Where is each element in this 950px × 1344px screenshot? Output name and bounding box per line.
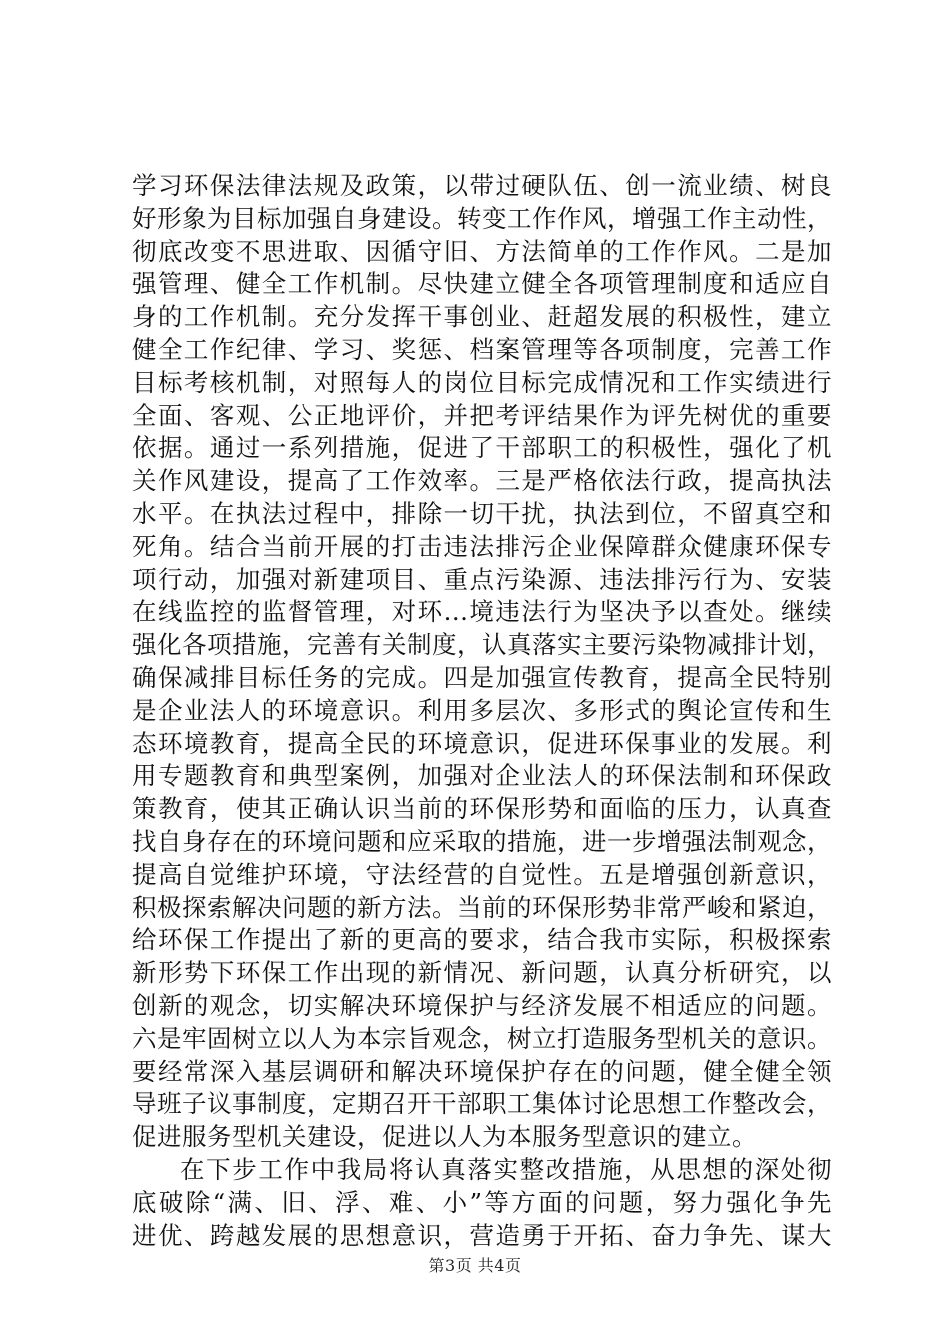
text-line: 项行动，加强对新建项目、重点污染源、违法排污行为、安装 [132,564,832,594]
page-number-footer: 第3页 共4页 [428,1256,522,1275]
text-line: 依据。通过一系列措施，促进了干部职工的积极性，强化了机 [132,433,832,463]
text-line: 要经常深入基层调研和解决环境保护存在的问题，健全健全领 [132,1056,832,1086]
text-line: 强管理、健全工作机制。尽快建立健全各项管理制度和适应自 [132,269,832,299]
text-line: 找自身存在的环境问题和应采取的措施，进一步增强法制观念， [132,826,832,856]
text-line: 强化各项措施，完善有关制度，认真落实主要污染物减排计划， [132,630,832,660]
text-line: 态环境教育，提高全民的环境意识，促进环保事业的发展。利 [132,728,832,758]
text-line: 目标考核机制，对照每人的岗位目标完成情况和工作实绩进行 [132,367,832,397]
text-line: 好形象为目标加强自身建设。转变工作作风，增强工作主动性， [132,203,832,233]
text-line: 底破除“满、旧、浮、难、小”等方面的问题，努力强化争先 [132,1187,832,1217]
text-line: 积极探索解决问题的新方法。当前的环保形势非常严峻和紧迫， [132,892,832,922]
text-line: 确保减排目标任务的完成。四是加强宣传教育，提高全民特别 [132,662,832,692]
text-line: 全面、客观、公正地评价，并把考评结果作为评先树优的重要 [132,400,832,430]
text-line: 六是牢固树立以人为本宗旨观念，树立打造服务型机关的意识。 [132,1023,832,1053]
text-line: 彻底改变不思进取、因循守旧、方法简单的工作作风。二是加 [132,236,832,266]
text-line: 健全工作纪律、学习、奖惩、档案管理等各项制度，完善工作 [132,334,832,364]
text-line: 关作风建设，提高了工作效率。三是严格依法行政，提高执法 [132,466,832,496]
body-text [132,170,832,1252]
text-line: 提高自觉维护环境，守法经营的自觉性。五是增强创新意识， [132,859,832,889]
text-line: 在线监控的监督管理，对环...境违法行为坚决予以查处。继续 [132,597,832,627]
text-line: 创新的观念，切实解决环境保护与经济发展不相适应的问题。 [132,990,832,1020]
paragraph-end-line: 促进服务型机关建设，促进以人为本服务型意识的建立。 [132,1122,757,1152]
text-line: 用专题教育和典型案例，加强对企业法人的环保法制和环保政 [132,761,832,791]
text-line: 身的工作机制。充分发挥干事创业、赶超发展的积极性，建立 [132,302,832,332]
text-line: 死角。结合当前开展的打击违法排污企业保障群众健康环保专 [132,531,832,561]
text-line: 是企业法人的环境意识。利用多层次、多形式的舆论宣传和生 [132,695,832,725]
text-line: 导班子议事制度，定期召开干部职工集体讨论思想工作整改会， [132,1089,832,1119]
text-line: 学习环保法律法规及政策，以带过硬队伍、创一流业绩、树良 [132,171,832,200]
text-line: 水平。在执法过程中，排除一切干扰，执法到位，不留真空和 [132,498,832,528]
text-line: 新形势下环保工作出现的新情况、新问题，认真分析研究，以 [132,958,832,988]
text-line: 策教育，使其正确认识当前的环保形势和面临的压力，认真查 [132,794,832,824]
paragraph-start-line: 在下步工作中我局将认真落实整改措施，从思想的深处彻 [180,1154,832,1184]
text-line: 给环保工作提出了新的更高的要求，结合我市实际，积极探索 [132,925,832,955]
text-line: 进优、跨越发展的思想意识，营造勇于开拓、奋力争先、谋大 [132,1220,832,1250]
